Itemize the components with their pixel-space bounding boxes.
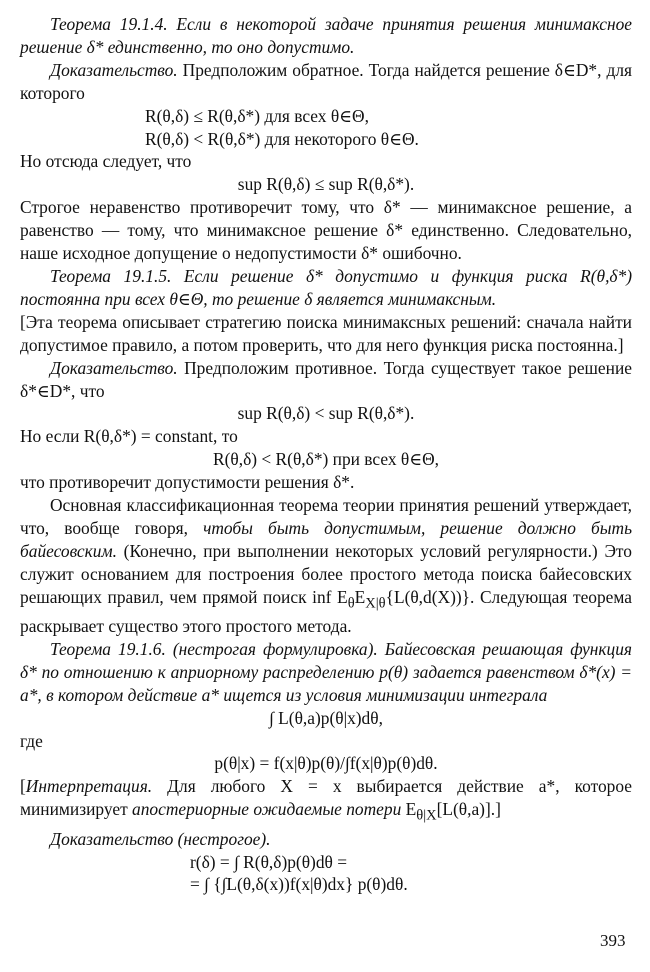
text-run: (Конечно, при выполнении некоторых условий регулярности.) Это служит основанием для построения более простого метода поиска байесовских решающих правил, чем прямой поиск inf E <box>20 540 632 607</box>
paragraph <box>20 775 632 827</box>
text-run: Интерпретация. <box>25 776 153 797</box>
formula: R(θ,δ) ≤ R(θ,δ*) для всех θ∈Θ, <box>145 105 369 126</box>
text-run: Основная классификационная теорема теории принятия решений утверждает, что, вообще говоря, <box>20 495 632 538</box>
text-run: E <box>354 586 366 607</box>
paragraph: Теорема 19.1.4. Если в некоторой задаче принятия решения минимаксное решение δ* единственно, то оно допустимо. <box>20 14 632 57</box>
text-run: {L(θ,d(X))}. Следующая теорема раскрывает существо этого простого метода. <box>20 586 633 637</box>
paragraph <box>20 494 632 638</box>
subscript: θ <box>347 595 355 612</box>
text-run: Предположим противное. Тогда существует такое решение δ*∈D*, что <box>20 357 632 401</box>
page-number: 393 <box>600 931 626 950</box>
paragraph <box>20 357 632 403</box>
page-text <box>20 13 632 896</box>
text-run: Доказательство. <box>50 357 178 378</box>
paragraph: Теорема 19.1.6. (нестрогая формулировка). Байесовская решающая функция δ* по отношению к априорному распределению p(θ) задается равенством δ*(x) = a*, в котором действие a* ищется из условия минимизации интеграла <box>20 638 632 705</box>
formula: = ∫ {∫L(θ,δ(x))f(x|θ)dx} p(θ)dθ. <box>190 874 408 895</box>
formula: R(θ,δ) < R(θ,δ*) при всех θ∈Θ, <box>213 449 439 470</box>
text-run: апостериорные ожидаемые потери <box>132 799 402 820</box>
formula: r(δ) = ∫ R(θ,δ)p(θ)dθ = <box>190 851 348 872</box>
formula: ∫ L(θ,a)p(θ|x)dθ, <box>269 707 383 728</box>
paragraph: Доказательство (нестрогое). <box>50 828 271 849</box>
formula: sup R(θ,δ) < sup R(θ,δ*). <box>237 403 415 424</box>
paragraph: где <box>20 730 43 751</box>
paragraph: Строгое неравенство противоречит тому, что δ* — минимаксное решение, а равенство — тому, что минимаксное решение δ* единственно. Следовательно, наше исходное допущение о недопустимости δ* ошибочно. <box>20 197 632 264</box>
paragraph: Но если R(θ,δ*) = constant, то <box>20 426 238 447</box>
text-run: Доказательство. <box>50 59 178 80</box>
formula: p(θ|x) = f(x|θ)p(θ)/∫f(x|θ)p(θ)dθ. <box>214 753 438 774</box>
text-run: чтобы быть допустимым, решение должно быть байесовским. <box>20 517 632 561</box>
formula: sup R(θ,δ) ≤ sup R(θ,δ*). <box>237 174 415 195</box>
text-run: [ <box>20 776 26 797</box>
text-run: [L(θ,a)].] <box>436 799 501 820</box>
paragraph <box>20 59 632 105</box>
paragraph: что противоречит допустимости решения δ*. <box>20 472 355 493</box>
paragraph: Но отсюда следует, что <box>20 151 192 172</box>
text-run: Предположим обратное. Тогда найдется решение δ∈D*, для которого <box>20 59 632 103</box>
paragraph: [Эта теорема описывает стратегию поиска минимаксных решений: сначала найти допустимое правило, а потом проверить, что для него функция риска постоянна.] <box>20 311 632 355</box>
formula: R(θ,δ) < R(θ,δ*) для некоторого θ∈Θ. <box>145 128 419 149</box>
text-run: E <box>401 799 417 820</box>
text-run: Для любого X = x выбирается действие a*, которое минимизирует <box>20 776 632 820</box>
paragraph: Теорема 19.1.5. Если решение δ* допустимо и функция риска R(θ,δ*) постоянна при всех θ∈Θ, то решение δ является минимаксным. <box>20 265 632 309</box>
subscript: θ|X <box>416 807 437 824</box>
subscript: X|θ <box>365 595 386 612</box>
